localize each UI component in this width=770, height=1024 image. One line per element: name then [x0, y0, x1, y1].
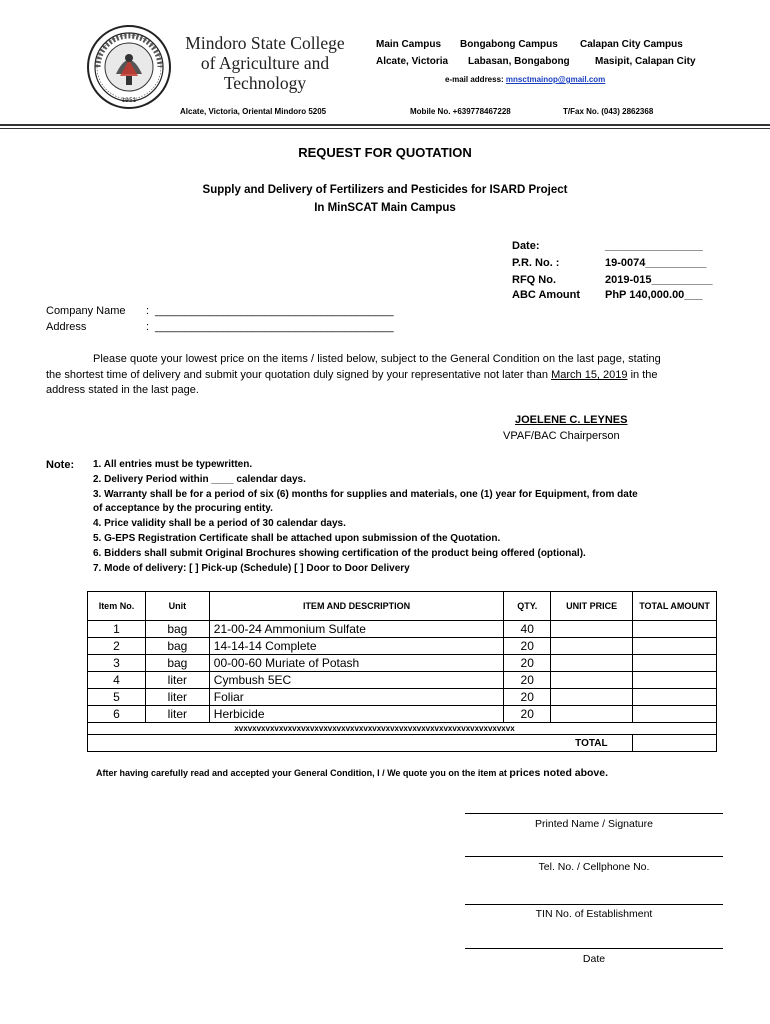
- row-description: Cymbush 5EC: [209, 672, 503, 689]
- header-divider-thin: [0, 128, 770, 129]
- company-name-colon: :: [146, 305, 150, 317]
- instruction-line3: address stated in the last page.: [46, 384, 199, 396]
- campus-main-location: Alcate, Victoria: [376, 56, 449, 67]
- row-description: Foliar: [209, 689, 503, 706]
- col-header-item-no: Item No.: [88, 592, 146, 621]
- note-item-7: 7. Mode of delivery: [ ] Pick-up (Schedule) [ ] Door to Door Delivery: [93, 563, 410, 574]
- date-label: Date:: [512, 240, 540, 252]
- mobile-number: Mobile No. +639778467228: [410, 107, 511, 116]
- acceptance-statement-text: After having carefully read and accepted your General Condition, I / We quote you on the item at: [96, 768, 510, 778]
- row-unit-price[interactable]: [551, 655, 633, 672]
- row-qty: 20: [504, 689, 551, 706]
- email-line: [445, 75, 605, 84]
- table-row: [88, 689, 717, 706]
- quotation-items-table: [87, 591, 717, 752]
- row-unit-price[interactable]: [551, 689, 633, 706]
- row-item-no: 5: [88, 689, 146, 706]
- college-name: [180, 33, 350, 93]
- company-name-label: Company Name: [46, 305, 126, 317]
- table-total-row: [88, 735, 717, 752]
- college-address: Alcate, Victoria, Oriental Mindoro 5205: [180, 107, 327, 116]
- abc-amount-label: ABC Amount: [512, 289, 581, 301]
- row-unit: bag: [145, 655, 209, 672]
- company-name-field[interactable]: _______________________________________: [155, 305, 394, 317]
- note-item-1: 1. All entries must be typewritten.: [93, 459, 253, 470]
- row-total-amount[interactable]: [633, 621, 717, 638]
- note-item-5: 5. G-EPS Registration Certificate shall be attached upon submission of the Quotation.: [93, 533, 501, 544]
- row-unit: liter: [145, 689, 209, 706]
- signature-label-printed-name: Printed Name / Signature: [535, 818, 653, 830]
- email-link[interactable]: mnsctmainop@gmail.com: [505, 75, 606, 84]
- table-row: [88, 621, 717, 638]
- notes-label: Note:: [46, 459, 75, 471]
- row-item-no: 2: [88, 638, 146, 655]
- document-subtitle-line1: Supply and Delivery of Fertilizers and Pesticides for ISARD Project: [202, 184, 568, 196]
- address-colon: :: [146, 321, 150, 333]
- address-label: Address: [46, 321, 87, 333]
- college-name-line3: Technology: [223, 73, 307, 93]
- chairperson-name: JOELENE C. LEYNES: [515, 414, 628, 426]
- table-header-row: [88, 592, 717, 621]
- campus-calapan-name: Calapan City Campus: [580, 39, 683, 50]
- college-name-line2: of Agriculture and: [200, 53, 330, 73]
- email-label: e-mail address:: [445, 75, 506, 84]
- row-total-amount[interactable]: [633, 655, 717, 672]
- instruction-line2-end: in the: [630, 369, 658, 381]
- table-row: [88, 655, 717, 672]
- row-unit-price[interactable]: [551, 621, 633, 638]
- submission-deadline: March 15, 2019: [551, 369, 628, 381]
- fax-number: T/Fax No. (043) 2862368: [563, 107, 654, 116]
- instruction-line1: Please quote your lowest price on the items / listed below, subject to the General Condition on the last page, stating: [93, 353, 661, 365]
- row-unit: liter: [145, 672, 209, 689]
- row-total-amount[interactable]: [633, 638, 717, 655]
- date-line[interactable]: [465, 948, 723, 949]
- row-description: Herbicide: [209, 706, 503, 723]
- row-total-amount[interactable]: [633, 706, 717, 723]
- row-qty: 20: [504, 706, 551, 723]
- signature-label-tin: TIN No. of Establishment: [535, 908, 653, 920]
- tin-line[interactable]: [465, 904, 723, 905]
- instruction-line2-text: the shortest time of delivery and submit your quotation duly signed by your representative not later than: [46, 369, 549, 381]
- row-qty: 40: [504, 621, 551, 638]
- campus-bongabong-name: Bongabong Campus: [460, 39, 558, 50]
- acceptance-statement: [96, 767, 608, 779]
- row-total-amount[interactable]: [633, 689, 717, 706]
- rfq-number-value: 2019-015__________: [605, 274, 713, 286]
- campus-bongabong-location: Labasan, Bongabong: [468, 56, 570, 67]
- pr-number-value: 19-0074__________: [605, 257, 707, 269]
- pr-number-label: P.R. No. :: [512, 257, 560, 269]
- document-title: REQUEST FOR QUOTATION: [298, 145, 472, 160]
- col-header-unit-price: UNIT PRICE: [551, 592, 633, 621]
- table-row: [88, 672, 717, 689]
- signature-label-date: Date: [582, 953, 606, 965]
- row-unit: liter: [145, 706, 209, 723]
- instruction-line2: [46, 369, 658, 381]
- document-subtitle-line2: In MinSCAT Main Campus: [314, 202, 456, 214]
- address-field[interactable]: _______________________________________: [155, 321, 394, 333]
- row-unit: bag: [145, 621, 209, 638]
- note-item-6: 6. Bidders shall submit Original Brochures showing certification of the product being offered (optional).: [93, 548, 586, 559]
- row-item-no: 4: [88, 672, 146, 689]
- signature-label-phone: Tel. No. / Cellphone No.: [538, 861, 650, 873]
- col-header-qty: QTY.: [504, 592, 551, 621]
- campus-main-name: Main Campus: [376, 39, 442, 50]
- total-label: TOTAL: [551, 735, 633, 752]
- row-total-amount[interactable]: [633, 672, 717, 689]
- phone-line[interactable]: [465, 856, 723, 857]
- chairperson-title: VPAF/BAC Chairperson: [503, 430, 620, 442]
- row-description: 21-00-24 Ammonium Sulfate: [209, 621, 503, 638]
- row-unit-price[interactable]: [551, 706, 633, 723]
- table-filler-row: [88, 723, 717, 735]
- col-header-unit: Unit: [145, 592, 209, 621]
- row-qty: 20: [504, 672, 551, 689]
- row-description: 00-00-60 Muriate of Potash: [209, 655, 503, 672]
- col-header-total-amount: TOTAL AMOUNT: [633, 592, 717, 621]
- row-unit-price[interactable]: [551, 672, 633, 689]
- row-unit-price[interactable]: [551, 638, 633, 655]
- header-divider: [0, 124, 770, 126]
- row-item-no: 6: [88, 706, 146, 723]
- college-seal-logo: [86, 24, 172, 110]
- row-qty: 20: [504, 655, 551, 672]
- abc-amount-value: PhP 140,000.00___: [605, 289, 703, 301]
- college-name-line1: Mindoro State College: [185, 33, 345, 53]
- table-row: [88, 638, 717, 655]
- row-item-no: 3: [88, 655, 146, 672]
- signature-line[interactable]: [465, 813, 723, 814]
- col-header-description: ITEM AND DESCRIPTION: [209, 592, 503, 621]
- row-item-no: 1: [88, 621, 146, 638]
- total-amount-cell[interactable]: [633, 735, 717, 752]
- acceptance-statement-end: prices noted above.: [509, 767, 609, 779]
- campus-calapan-location: Masipit, Calapan City: [595, 56, 696, 67]
- table-filler: xvxvxvxvxvxvxvxvxvxvxvxvxvxvxvxvxvxvxvxvxvxvxvxvxvxvxvxvxvxvxvx: [88, 723, 717, 735]
- row-unit: bag: [145, 638, 209, 655]
- note-item-3: 3. Warranty shall be for a period of six (6) months for supplies and materials, one (1) year for Equipment, from date: [93, 489, 638, 500]
- seal-year: 1951: [121, 97, 137, 104]
- rfq-number-label: RFQ No.: [512, 274, 556, 286]
- note-item-3-cont: of acceptance by the procuring entity.: [93, 503, 273, 514]
- row-description: 14-14-14 Complete: [209, 638, 503, 655]
- date-value[interactable]: ________________: [605, 240, 703, 252]
- note-item-4: 4. Price validity shall be a period of 30 calendar days.: [93, 518, 346, 529]
- row-qty: 20: [504, 638, 551, 655]
- table-row: [88, 706, 717, 723]
- note-item-2: 2. Delivery Period within ____ calendar days.: [93, 474, 306, 485]
